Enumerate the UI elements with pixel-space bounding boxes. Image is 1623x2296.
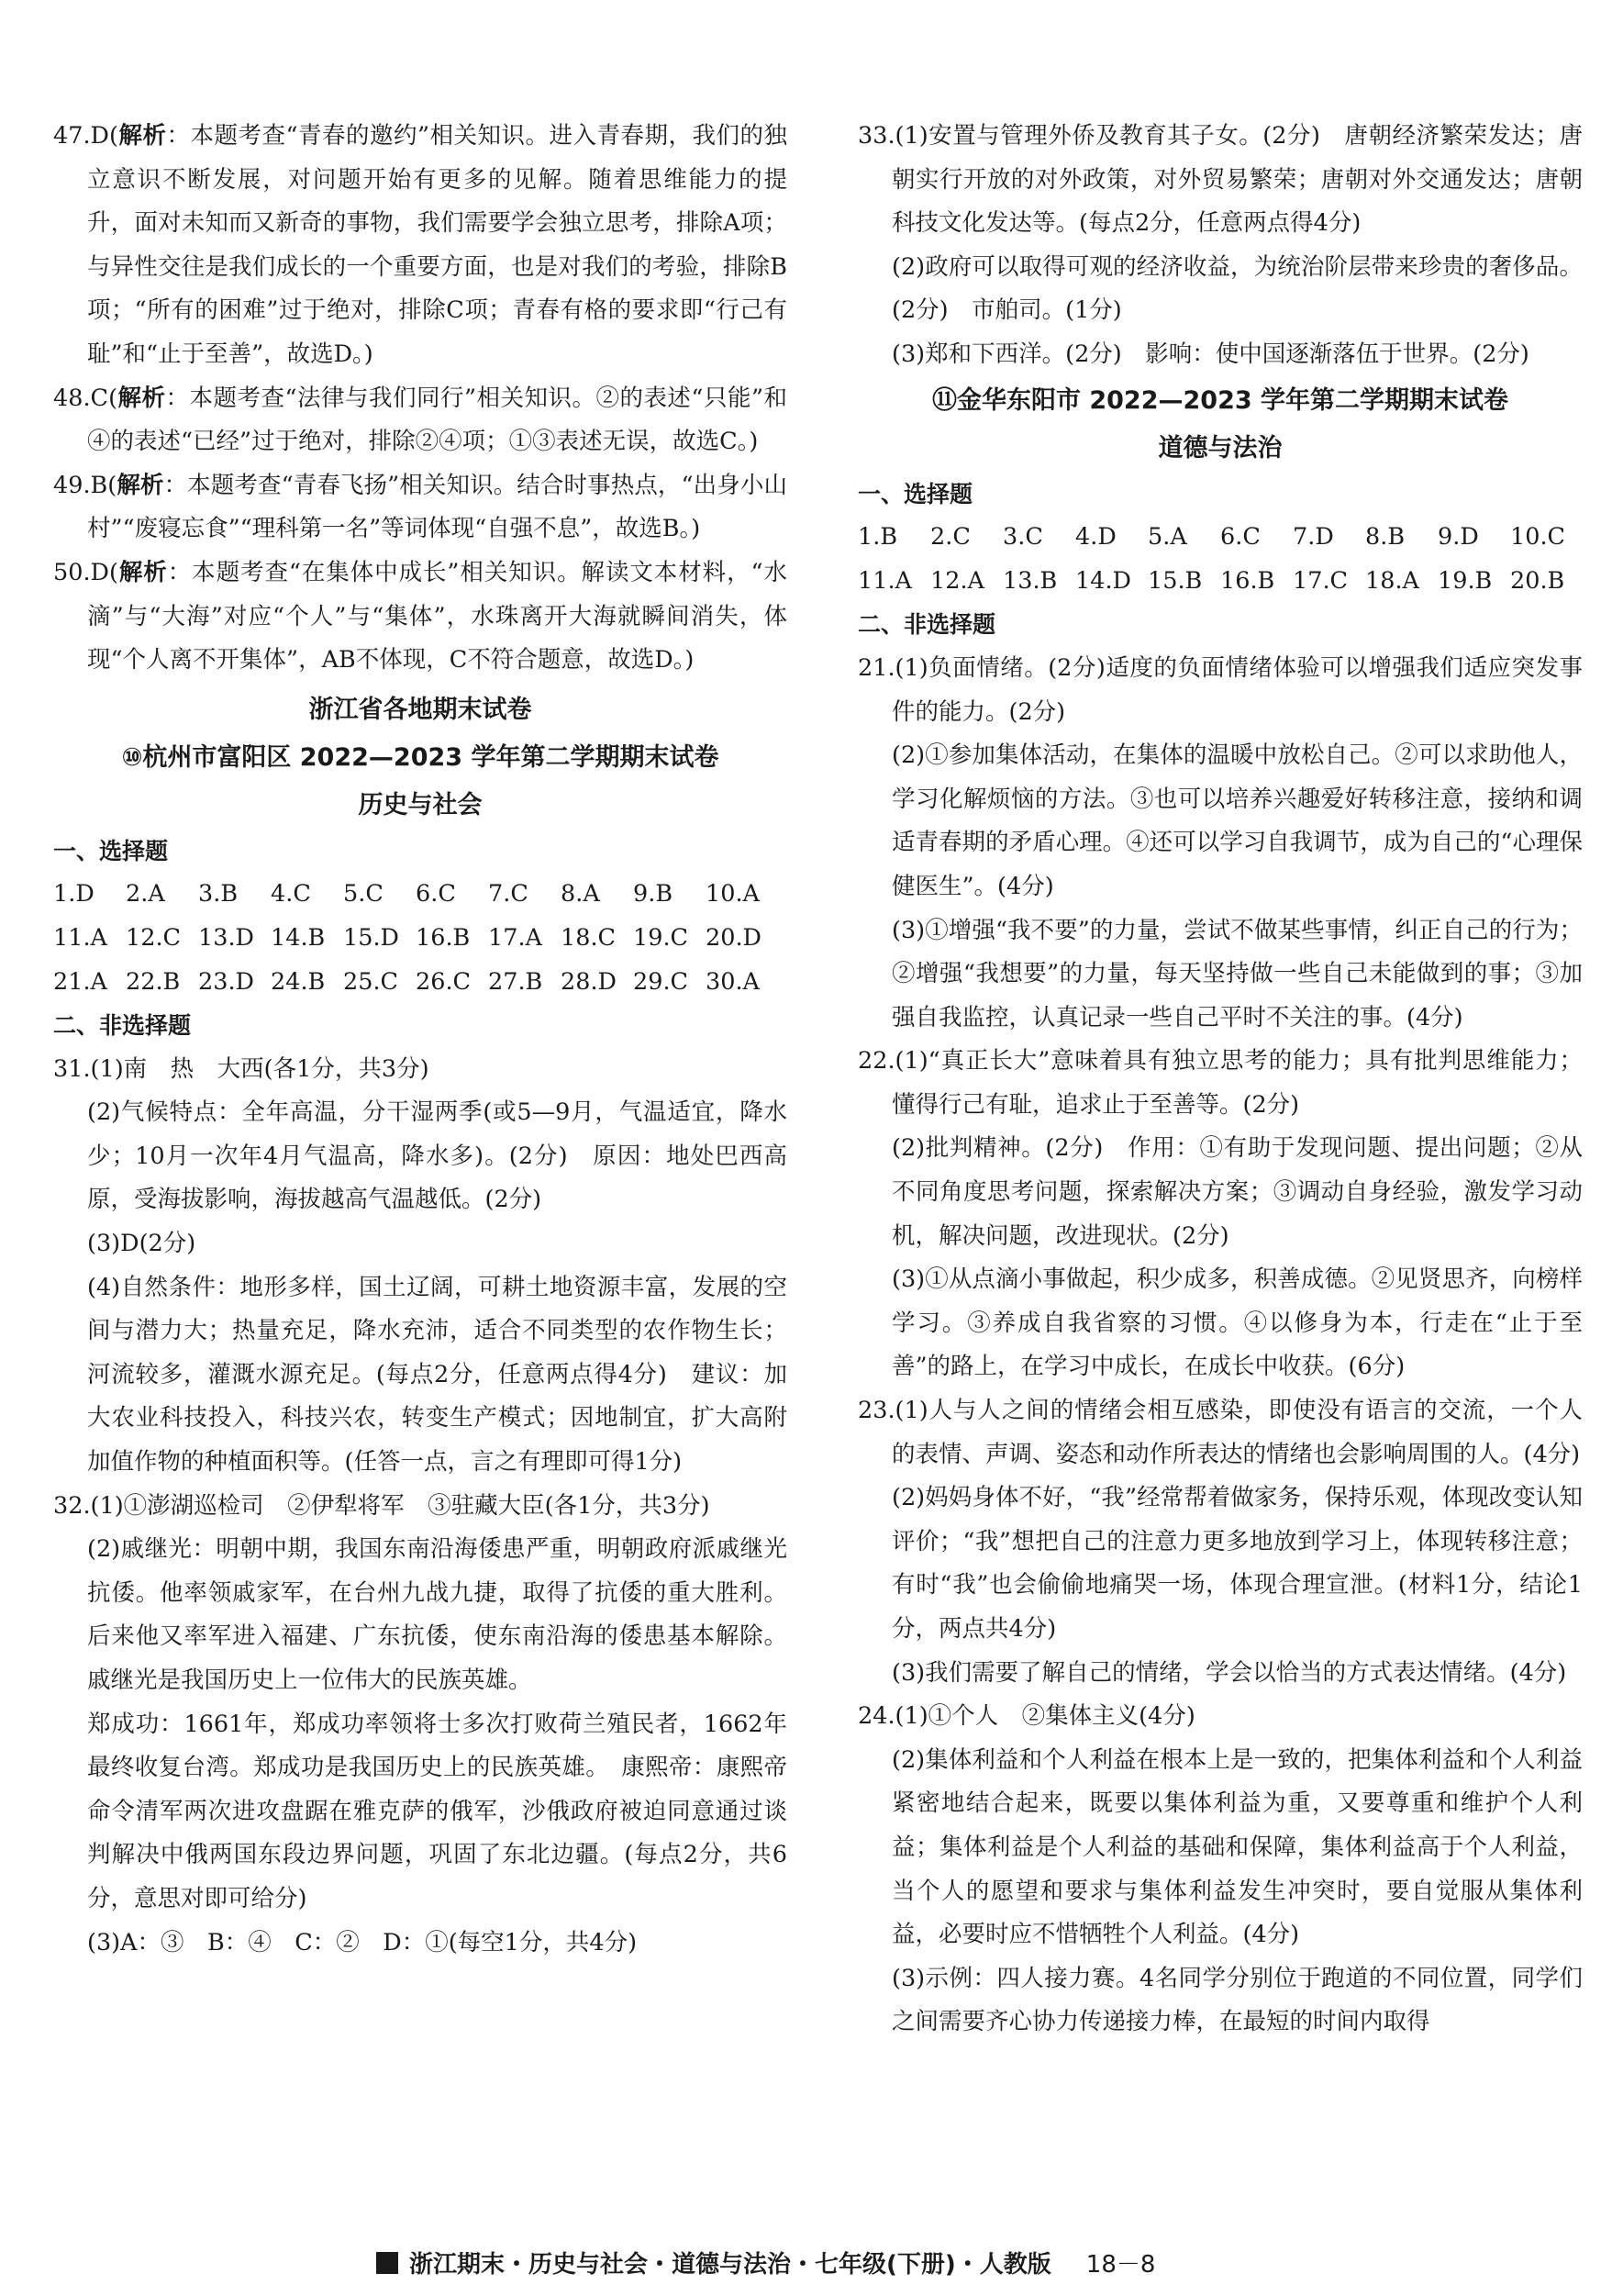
choice-answer-item: 17.C — [1293, 566, 1349, 595]
choice-answer-item: 12.A — [930, 566, 984, 595]
answer-32-2: (2)戚继光：明朝中期，我国东南沿海倭患严重，明朝政府派戚继光抗倭。他率领戚家军，在台州九战九捷，取得了抗倭的重大胜利。后来他又率军进入福建、广东抗倭，使东南沿海的倭患基本解除。戚继光是我国历史上一位伟大的民族英雄。 — [87, 1535, 787, 1694]
answer-50: 50.D(解析：本题考查“在集体中成长”相关知识。解读文本材料，“水滴”与“大海”对应“个人”与“集体”，水珠离开大海就瞬间消失，体现“个人离不开集体”，AB不体现，C不符合题意，故选D。) — [53, 558, 787, 674]
choice-answer-item: 19.C — [633, 923, 689, 952]
choice-answer-item: 27.B — [488, 967, 543, 996]
page-number: 18－8 — [1085, 2251, 1156, 2279]
choice-answer-item: 12.C — [126, 923, 182, 952]
section-choice: 一、选择题 — [53, 837, 169, 864]
choice-answer-item: 9.D — [1438, 523, 1479, 552]
answer-31-3: (3)D(2分) — [87, 1230, 196, 1258]
province-title: 浙江省各地期末试卷 — [308, 695, 532, 724]
footer-text: 浙江期末・历史与社会・道德与法治・七年级(下册)・人教版 — [409, 2251, 1051, 2279]
answer-49: 49.B(解析：本题考查“青春飞扬”相关知识。结合时事热点，“出身小山村”“废寝忘食”“理科第一名”等词体现“自强不息”，故选B。) — [53, 471, 787, 543]
choice-answer-item: 28.D — [561, 967, 617, 996]
choice-answer-item: 21.A — [53, 967, 107, 996]
answer-24-3: (3)示例：四人接力赛。4名同学分别位于跑道的不同位置，同学们之间需要齐心协力传递接力棒，在最短的时间内取得 — [892, 1964, 1583, 2036]
choice-answer-item: 6.C — [1220, 523, 1261, 552]
choice-answer-item: 20.B — [1510, 566, 1565, 595]
choice-answer-item: 8.B — [1365, 523, 1406, 552]
choice-answer-item: 26.C — [416, 967, 472, 996]
subject-history-society: 历史与社会 — [358, 790, 483, 819]
answer-21-3: (3)①增强“我不要”的力量，尝试不做某些事情，纠正自己的行为；②增强“我想要”的力量，每天坚持做一些自己未能做到的事；③加强自我监控，认真记录一些自己平时不关注的事。(4分) — [892, 916, 1583, 1031]
choice-answer-item: 3.C — [1003, 523, 1043, 552]
section-choice: 一、选择题 — [858, 480, 973, 507]
answer-47: 47.D(解析：本题考查“青春的邀约”相关知识。进入青春期，我们的独立意识不断发展，对问题开始有更多的见解。随着思维能力的提升，面对未知而又新奇的事物，我们需要学会独立思考，排除A项；与异性交往是我们成长的一个重要方面，也是对我们的考验，排除B项；“所有的困难”过于绝对，排除C项；青春有格的要求即“行己有耻”和“止于至善”，故选D。) — [53, 122, 787, 368]
right-column — [858, 115, 1583, 2045]
answer-33-2: (2)政府可以取得可观的经济收益，为统治阶层带来珍贵的奢侈品。(2分) 市舶司。(1分) — [892, 252, 1583, 325]
choice-answer-item: 11.A — [53, 923, 107, 952]
choice-answer-item: 25.C — [343, 967, 399, 996]
answer-23-3: (3)我们需要了解自己的情绪，学会以恰当的方式表达情绪。(4分) — [892, 1658, 1567, 1687]
black-square-icon — [376, 2252, 398, 2274]
choice-answer-item: 29.C — [633, 967, 689, 996]
choice-answer-item: 10.A — [706, 880, 760, 908]
subject-morality-law: 道德与法治 — [1158, 433, 1283, 463]
answer-24-2: (2)集体利益和个人利益在根本上是一致的，把集体利益和个人利益紧密地结合起来，既要以集体利益为重，又要尊重和维护个人利益；集体利益是个人利益的基础和保障，集体利益高于个人利益，当个人的愿望和要求与集体利益发生冲突时，要自觉服从集体利益，必要时应不惜牺牲个人利益。(4分) — [892, 1745, 1583, 1949]
choice-answer-item: 18.A — [1365, 566, 1419, 595]
choice-answer-item: 10.C — [1510, 523, 1566, 552]
choice-answer-item: 14.D — [1075, 566, 1131, 595]
answer-48: 48.C(解析：本题考查“法律与我们同行”相关知识。②的表述“只能”和④的表述“已经”过于绝对，排除②④项；①③表述无误，故选C。) — [53, 384, 787, 456]
answer-23-2: (2)妈妈身体不好，“我”经常帮着做家务，保持乐观，体现改变认知评价；“我”想把自己的注意力更多地放到学习上，体现转移注意；有时“我”也会偷偷地痛哭一场，体现合理宣泄。(材料1分，结论1分，两点共4分) — [892, 1484, 1583, 1643]
choice-answer-item: 22.B — [126, 967, 181, 996]
choice-answer-item: 30.A — [706, 967, 760, 996]
answer-33-1: 33.(1)安置与管理外侨及教育其子女。(2分) 唐朝经济繁荣发达；唐朝实行开放的对外政策，对外贸易繁荣；唐朝对外交通发达；唐朝科技文化发达等。(每点2分，任意两点得4分) — [858, 122, 1583, 238]
choice-answer-item: 6.C — [416, 880, 456, 908]
choice-answer-item: 8.A — [561, 880, 600, 908]
section-nonchoice: 二、非选择题 — [53, 1012, 192, 1040]
exam-title-fuyang: ⑩杭州市富阳区 2022—2023 学年第二学期期末试卷 — [121, 742, 719, 772]
choice-answer-item: 1.B — [858, 523, 898, 552]
exam-title-dongyang: ⑪金华东阳市 2022—2023 学年第二学期期末试卷 — [931, 385, 1509, 415]
answer-31-2: (2)气候特点：全年高温，分干湿两季(或5—9月，气温适宜，降水少；10月一次年4月气温高，降水多)。(2分) 原因：地处巴西高原，受海拔影响，海拔越高气温越低。(2分) — [87, 1098, 787, 1214]
answer-22-3: (3)①从点滴小事做起，积少成多，积善成德。②见贤思齐，向榜样学习。③养成自我省察的习惯。④以修身为本，行走在“止于至善”的路上，在学习中成长，在成长中收获。(6分) — [892, 1265, 1583, 1381]
choice-answer-item: 13.B — [1003, 566, 1058, 595]
choice-answer-item: 2.C — [930, 523, 971, 552]
choice-answer-item: 5.C — [343, 880, 384, 908]
answer-33-3: (3)郑和下西洋。(2分) 影响：使中国逐渐落伍于世界。(2分) — [892, 340, 1529, 368]
left-column — [53, 115, 787, 1965]
choice-answer-item: 16.B — [416, 923, 471, 952]
answer-21-2: (2)①参加集体活动，在集体的温暖中放松自己。②可以求助他人，学习化解烦恼的方法。③也可以培养兴趣爱好转移注意，接纳和调适青春期的矛盾心理。④还可以学习自我调节，成为自己的“心理保健医生”。(4分) — [892, 741, 1583, 900]
choice-answer-item: 5.A — [1148, 523, 1187, 552]
answer-31-4: (4)自然条件：地形多样，国土辽阔，可耕土地资源丰富，发展的空间与潜力大；热量充足，降水充沛，适合不同类型的农作物生长；河流较多，灌溉水源充足。(每点2分，任意两点得4分) 建议：加大农业科技投入，科技兴农，转变生产模式；因地制宜，扩大高附加值作物的种植面积等。(任答一点，言之有理即可得1分) — [87, 1273, 787, 1477]
choice-answer-item: 17.A — [488, 923, 542, 952]
choice-answer-item: 18.C — [561, 923, 617, 952]
choice-answer-item: 14.B — [271, 923, 326, 952]
choice-answer-item: 7.D — [1293, 523, 1334, 552]
choice-answer-item: 4.D — [1075, 523, 1117, 552]
choice-answer-item: 19.B — [1438, 566, 1493, 595]
choice-answer-item: 15.B — [1148, 566, 1203, 595]
choice-answer-item: 11.A — [858, 566, 912, 595]
answer-32-3: (3)A：③ B：④ C：② D：①(每空1分，共4分) — [87, 1928, 638, 1956]
choice-answer-item: 4.C — [271, 880, 311, 908]
choice-answer-item: 24.B — [271, 967, 326, 996]
answer-23-1: 23.(1)人与人之间的情绪会相互感染，即使没有语言的交流，一个人的表情、声调、姿态和动作所表达的情绪也会影响周围的人。(4分) — [858, 1397, 1583, 1468]
answer-32-2b: 郑成功：1661年，郑成功率领将士多次打败荷兰殖民者，1662年最终收复台湾。郑成功是我国历史上的民族英雄。 康熙帝：康熙帝命令清军两次进攻盘踞在雅克萨的俄军，沙俄政府被迫同意通过谈判解决中俄两国东段边界问题，巩固了东北边疆。(每点2分，共6分，意思对即可给分) — [87, 1710, 787, 1912]
choice-answer-item: 13.D — [198, 923, 254, 952]
choice-answer-item: 20.D — [706, 923, 761, 952]
answer-32-1: 32.(1)①澎湖巡检司 ②伊犁将军 ③驻藏大臣(各1分，共3分) — [53, 1491, 710, 1520]
answer-21-1: 21.(1)负面情绪。(2分)适度的负面情绪体验可以增强我们适应突发事件的能力。(2分) — [858, 653, 1583, 726]
choice-answers — [53, 873, 787, 1004]
choice-answers — [858, 516, 1583, 603]
choice-answer-item: 1.D — [53, 880, 94, 908]
choice-answer-item: 23.D — [198, 967, 254, 996]
choice-answer-item: 15.D — [343, 923, 399, 952]
choice-answer-item: 9.B — [633, 880, 673, 908]
choice-answer-item: 7.C — [488, 880, 528, 908]
answer-22-1: 22.(1)“真正长大”意味着具有独立思考的能力；具有批判思维能力；懂得行己有耻，追求止于至善等。(2分) — [858, 1047, 1583, 1119]
section-nonchoice: 二、非选择题 — [858, 611, 996, 639]
answer-24-1: 24.(1)①个人 ②集体主义(4分) — [858, 1702, 1195, 1731]
choice-answer-item: 16.B — [1220, 566, 1275, 595]
answer-22-2: (2)批判精神。(2分) 作用：①有助于发现问题、提出问题；②从不同角度思考问题，探索解决方案；③调动自身经验，激发学习动机，解决问题，改进现状。(2分) — [892, 1134, 1583, 1250]
answer-31-1: 31.(1)南 热 大西(各1分，共3分) — [53, 1054, 429, 1083]
choice-answer-item: 2.A — [126, 880, 165, 908]
choice-answer-item: 3.B — [198, 880, 239, 908]
page-footer — [376, 2246, 1155, 2279]
